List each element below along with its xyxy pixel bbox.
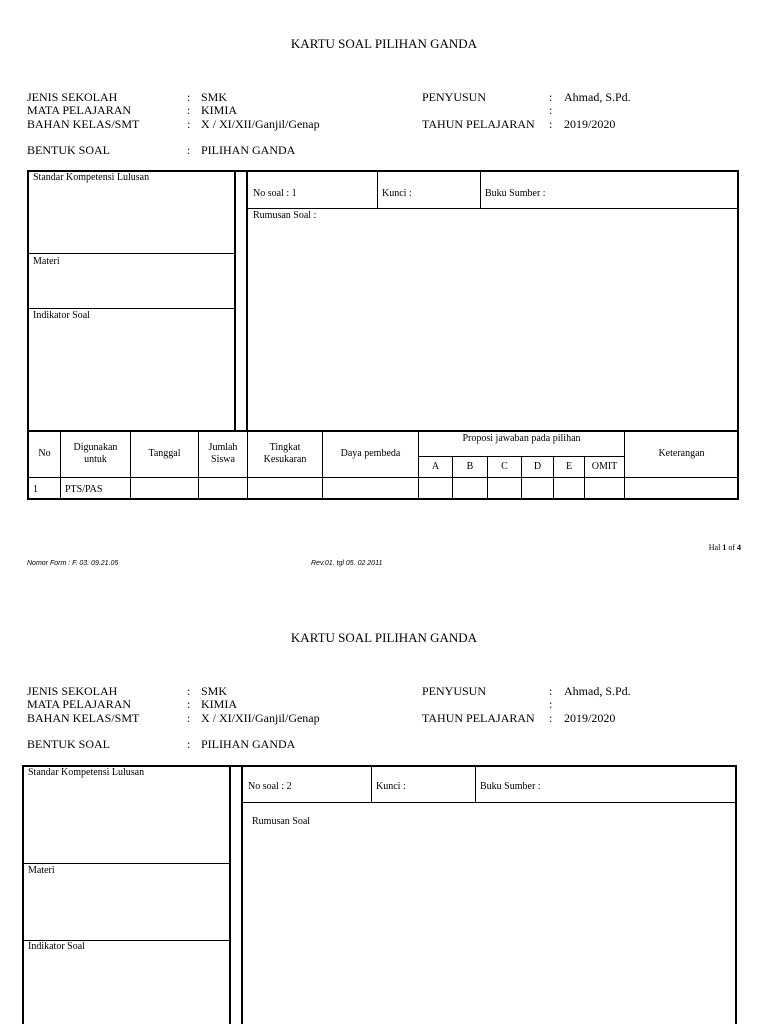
colon: : <box>187 117 191 131</box>
col-tingkat-kesukaran: Tingkat Kesukaran <box>263 442 307 465</box>
bentuk-soal-value: PILIHAN GANDA <box>201 737 296 751</box>
option-a: A <box>431 461 440 472</box>
divider <box>243 802 735 803</box>
bentuk-soal-label: BENTUK SOAL <box>27 737 110 751</box>
no-soal: No soal : 1 <box>253 188 297 199</box>
card-title: KARTU SOAL PILIHAN GANDA <box>290 36 478 51</box>
mata-pelajaran-label: MATA PELAJARAN <box>27 103 132 117</box>
mata-pelajaran-value: KIMIA <box>201 103 237 117</box>
row-digunakan: PTS/PAS <box>65 484 103 495</box>
divider <box>475 766 476 802</box>
divider <box>241 766 243 1024</box>
penyusun-label: PENYUSUN <box>422 90 487 104</box>
divider <box>246 171 248 431</box>
colon: : <box>187 711 191 725</box>
jenis-sekolah-label: JENIS SEKOLAH <box>27 90 118 104</box>
indikator-label: Indikator Soal <box>28 941 85 952</box>
col-no: No <box>38 448 51 459</box>
divider <box>130 431 131 499</box>
bahan-kelas-value: X / XI/XII/Ganjil/Genap <box>201 117 320 131</box>
divider <box>28 477 738 478</box>
card-2-frame <box>22 765 737 1024</box>
divider <box>322 431 323 499</box>
colon: : <box>187 697 191 711</box>
col-keterangan: Keterangan <box>658 448 705 459</box>
jenis-sekolah-value: SMK <box>201 684 228 698</box>
colon: : <box>187 737 191 751</box>
materi-label: Materi <box>28 865 55 876</box>
row-no: 1 <box>33 484 38 495</box>
rumusan-soal-label: Rumusan Soal : <box>253 210 317 221</box>
divider <box>23 863 229 864</box>
tahun-pelajaran-label: TAHUN PELAJARAN <box>422 117 535 131</box>
rumusan-soal-label: Rumusan Soal <box>252 816 311 827</box>
colon: : <box>187 103 191 117</box>
divider <box>28 308 234 309</box>
no-soal: No soal : 2 <box>248 781 292 792</box>
divider <box>234 171 236 431</box>
bentuk-soal-value: PILIHAN GANDA <box>201 143 296 157</box>
bahan-kelas-value: X / XI/XII/Ganjil/Genap <box>201 711 320 725</box>
jenis-sekolah-value: SMK <box>201 90 228 104</box>
colon: : <box>549 103 553 117</box>
penyusun-value: Ahmad, S.Pd. <box>564 684 631 698</box>
mata-pelajaran-label: MATA PELAJARAN <box>27 697 132 711</box>
skl-label: Standar Kompetensi Lulusan <box>33 172 150 183</box>
mata-pelajaran-value: KIMIA <box>201 697 237 711</box>
buku-sumber: Buku Sumber : <box>480 781 541 792</box>
bentuk-soal-label: BENTUK SOAL <box>27 143 110 157</box>
colon: : <box>549 117 553 131</box>
revision: Rev.01. tgl 05. 02 2011 <box>311 560 383 567</box>
col-proposi: Proposi jawaban pada pilihan <box>462 433 581 444</box>
divider <box>624 431 625 499</box>
divider <box>371 766 372 802</box>
kunci: Kunci : <box>382 188 412 199</box>
penyusun-value: Ahmad, S.Pd. <box>564 90 631 104</box>
tahun-pelajaran-value: 2019/2020 <box>564 117 616 131</box>
divider <box>229 766 231 1024</box>
option-c: C <box>501 461 508 472</box>
colon: : <box>549 90 553 104</box>
nomor-form: Nomor Form : F. 03. 09.21.05 <box>27 560 119 567</box>
colon: : <box>187 684 191 698</box>
divider <box>28 430 738 432</box>
page-number: Hal 1 of 4 <box>708 543 741 552</box>
materi-label: Materi <box>33 256 60 267</box>
tahun-pelajaran-label: TAHUN PELAJARAN <box>422 711 535 725</box>
indikator-label: Indikator Soal <box>33 310 90 321</box>
tahun-pelajaran-value: 2019/2020 <box>564 711 616 725</box>
card-title: KARTU SOAL PILIHAN GANDA <box>290 630 478 645</box>
jenis-sekolah-label: JENIS SEKOLAH <box>27 684 118 698</box>
buku-sumber: Buku Sumber : <box>485 188 546 199</box>
colon: : <box>549 684 553 698</box>
colon: : <box>187 90 191 104</box>
option-d: D <box>533 461 542 472</box>
kunci: Kunci : <box>376 781 406 792</box>
colon: : <box>549 711 553 725</box>
bahan-kelas-label: BAHAN KELAS/SMT <box>27 117 140 131</box>
divider <box>480 171 481 208</box>
skl-label: Standar Kompetensi Lulusan <box>28 767 145 778</box>
col-jumlah-siswa: Jumlah Siswa <box>208 442 238 465</box>
divider <box>28 253 234 254</box>
bahan-kelas-label: BAHAN KELAS/SMT <box>27 711 140 725</box>
col-tanggal: Tanggal <box>148 448 181 459</box>
col-daya-pembeda: Daya pembeda <box>340 448 401 459</box>
divider <box>377 171 378 208</box>
penyusun-label: PENYUSUN <box>422 684 487 698</box>
option-omit: OMIT <box>591 461 618 472</box>
option-e: E <box>565 461 573 472</box>
colon: : <box>187 143 191 157</box>
colon: : <box>549 697 553 711</box>
divider <box>248 208 738 209</box>
col-digunakan: Digunakan untuk <box>73 442 118 465</box>
option-b: B <box>466 461 474 472</box>
